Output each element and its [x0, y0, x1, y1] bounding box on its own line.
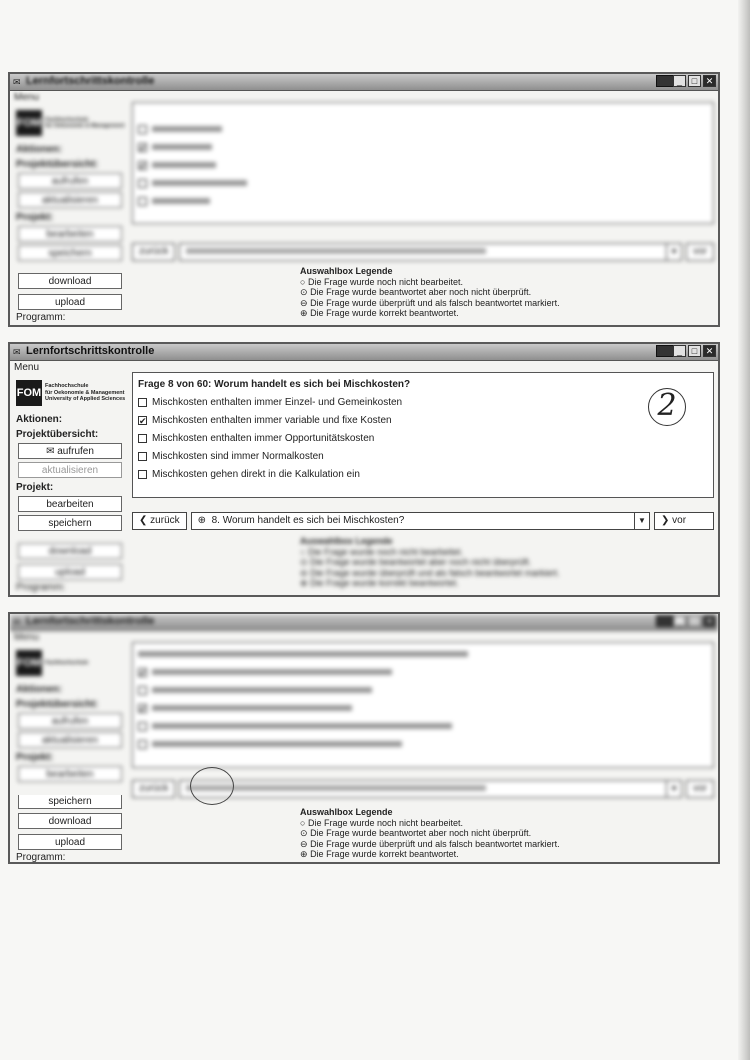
legend-item: ⊖ Die Frage wurde überprüft und als falsch beantwortet markiert. — [300, 838, 560, 849]
legend — [300, 536, 560, 589]
chevron-right-icon: ❯ — [661, 515, 673, 526]
aktualisieren-button[interactable]: aktualisieren — [18, 192, 122, 208]
question-title — [138, 109, 713, 120]
programm-label: Programm: — [16, 582, 66, 593]
logo-line: für Oekonomie & Management — [45, 389, 125, 396]
logo — [16, 376, 126, 410]
legend-item: ⊙ Die Frage wurde beantwortet aber noch nicht überprüft. — [300, 828, 532, 838]
legend-item: ○ Die Frage wurde noch nicht bearbeitet. — [300, 276, 464, 287]
circle-minus-icon: ⊖ — [300, 297, 308, 308]
checkbox[interactable] — [138, 434, 147, 443]
aktionen-label: Aktionen: — [16, 414, 63, 425]
handwritten-circle-annotation — [190, 767, 234, 805]
upload-button[interactable]: upload — [18, 564, 122, 580]
legend-title: Auswahlbox Legende — [300, 266, 393, 276]
download-button[interactable]: download — [18, 273, 122, 289]
forward-button[interactable]: vor — [686, 243, 714, 261]
window-title: Lernfortschrittskontrolle — [26, 345, 155, 357]
projektuebersicht-label: Projektübersicht: — [16, 429, 99, 440]
chevron-down-icon: ▼ — [634, 513, 649, 529]
handwritten-annotation: 2 — [648, 388, 686, 426]
maximize-button[interactable]: □ — [688, 345, 701, 357]
app-window-3 — [8, 612, 720, 864]
speichern-button[interactable]: speichern — [18, 515, 122, 531]
projektuebersicht-label: Projektübersicht: — [16, 159, 99, 170]
answer-option[interactable]: ✔ — [138, 138, 713, 156]
bearbeiten-button[interactable]: bearbeiten — [18, 226, 122, 242]
speichern-button[interactable]: speichern — [18, 245, 122, 261]
legend-item: ⊕ Die Frage wurde korrekt beantwortet. — [300, 578, 459, 588]
menu-bar[interactable]: Menu — [14, 632, 40, 643]
title-bar — [10, 614, 718, 631]
logo-line: Fachhochschule — [45, 659, 89, 666]
app-window-2 — [8, 342, 720, 597]
question-select[interactable]: ⊕ 8. Worum handelt es sich bei Mischkosten? ▼ — [191, 512, 650, 530]
window-title: Lernfortschrittskontrolle — [26, 75, 155, 87]
aktualisieren-button[interactable]: aktualisieren — [18, 732, 122, 748]
close-button[interactable]: ✕ — [703, 615, 716, 627]
menu-bar[interactable]: Menu — [14, 362, 40, 373]
circle-empty-icon: ○ — [300, 546, 306, 557]
fom-logo-icon: FOM — [16, 110, 42, 136]
upload-button[interactable]: upload — [18, 294, 122, 310]
legend-item: ⊕ Die Frage wurde korrekt beantwortet. — [300, 849, 459, 859]
toolbar-icon[interactable] — [656, 345, 674, 357]
answer-option[interactable] — [138, 717, 713, 735]
question-panel — [132, 372, 714, 498]
circle-dot-icon: ⊙ — [300, 828, 308, 838]
minimize-button[interactable]: _ — [673, 345, 686, 357]
download-button[interactable]: download — [18, 543, 122, 559]
chevron-down-icon: ▼ — [666, 244, 681, 260]
programm-label: Programm: — [16, 312, 66, 323]
answer-option[interactable]: ✔ — [138, 699, 713, 717]
title-bar — [10, 74, 718, 91]
close-button[interactable]: ✕ — [703, 345, 716, 357]
fom-logo-icon: FOM — [16, 650, 42, 676]
maximize-button[interactable]: □ — [688, 615, 701, 627]
question-nav — [132, 242, 714, 262]
answer-option[interactable]: ✔ — [138, 156, 713, 174]
logo-line: Fachhochschule — [45, 383, 89, 390]
toolbar-icon[interactable] — [656, 75, 674, 87]
answer-option[interactable]: ✔ — [138, 663, 713, 681]
legend-title: Auswahlbox Legende — [300, 807, 393, 817]
logo-line: University of Applied Sciences — [45, 396, 126, 403]
projekt-label: Projekt: — [16, 482, 54, 493]
question-panel — [132, 102, 714, 224]
bearbeiten-button[interactable]: bearbeiten — [18, 766, 122, 782]
question-title — [138, 649, 713, 660]
logo — [16, 106, 126, 140]
upper-area-blurred — [10, 614, 718, 792]
circle-cross-icon: ⊕ — [300, 578, 308, 588]
logo — [16, 646, 126, 680]
projektuebersicht-label: Projektübersicht: — [16, 699, 99, 710]
legend-item: ⊙ Die Frage wurde beantwortet aber noch nicht überprüft. — [300, 557, 532, 567]
aufrufen-button[interactable]: aufrufen — [18, 173, 122, 189]
legend-item: ⊖ Die Frage wurde überprüft und als falsch beantwortet markiert. — [300, 297, 560, 308]
answer-option[interactable]: ✔ Mischkosten enthalten immer variable und fixe Kosten — [139, 414, 392, 426]
projekt-label: Projekt: — [16, 212, 54, 223]
maximize-button[interactable]: □ — [688, 75, 701, 87]
toolbar-icon[interactable] — [656, 615, 674, 627]
checkbox[interactable] — [138, 398, 147, 407]
forward-button[interactable]: ❯ vor — [654, 512, 714, 530]
question-title: Frage 8 von 60: Worum handelt es sich bei Mischkosten? — [138, 379, 411, 390]
logo-line: Fachhochschule — [45, 116, 89, 123]
chevron-down-icon: ▼ — [666, 781, 681, 797]
download-button[interactable]: download — [18, 813, 122, 829]
checkbox[interactable] — [138, 470, 147, 479]
aufrufen-button[interactable]: aufrufen — [18, 713, 122, 729]
page-edge-shadow — [738, 0, 750, 1060]
question-select[interactable] — [179, 243, 682, 261]
logo-line: für Oekonomie & Management — [45, 123, 125, 129]
question-panel — [132, 642, 714, 768]
circle-dot-icon: ⊙ — [300, 557, 308, 567]
back-button[interactable]: zurück — [132, 780, 175, 798]
legend-item: ⊙ Die Frage wurde beantwortet aber noch nicht überprüft. — [300, 287, 532, 297]
answer-option[interactable] — [138, 174, 713, 192]
title-bar — [10, 344, 718, 361]
circle-minus-icon: ⊖ — [300, 838, 308, 849]
question-select[interactable] — [179, 780, 682, 798]
aktionen-label: Aktionen: — [16, 144, 63, 155]
circle-cross-icon: ⊕ — [300, 849, 308, 859]
menu-bar[interactable]: Menu — [14, 92, 40, 103]
answer-option[interactable]: Mischkosten enthalten immer Einzel- und Gemeinkosten — [138, 393, 713, 411]
sidebar — [16, 376, 126, 533]
programm-label: Programm: — [16, 852, 66, 863]
sidebar — [16, 106, 126, 263]
aktionen-label: Aktionen: — [16, 684, 63, 695]
answer-option[interactable] — [138, 192, 713, 210]
legend-item: ⊕ Die Frage wurde korrekt beantwortet. — [300, 308, 459, 318]
circle-cross-icon: ⊕ — [197, 515, 207, 526]
app-icon: ✉ — [13, 347, 21, 357]
chevron-left-icon: ❮ — [139, 515, 151, 526]
answer-option[interactable]: Mischkosten gehen direkt in die Kalkulation ein — [138, 465, 713, 483]
aktualisieren-button[interactable]: aktualisieren — [18, 462, 122, 478]
legend-title: Auswahlbox Legende — [300, 536, 393, 546]
answer-option[interactable] — [138, 681, 713, 699]
projekt-label: Projekt: — [16, 752, 54, 763]
close-button[interactable]: ✕ — [703, 75, 716, 87]
legend-item: ○ Die Frage wurde noch nicht bearbeitet. — [300, 817, 464, 828]
checkbox[interactable] — [138, 452, 147, 461]
fom-logo-icon: FOM — [16, 380, 42, 406]
back-button[interactable]: zurück — [132, 243, 175, 261]
lower-area-blurred — [10, 534, 718, 594]
answer-option[interactable] — [138, 735, 713, 753]
answer-option[interactable]: Mischkosten enthalten immer Opportunitätskosten — [138, 429, 713, 447]
back-button[interactable]: ❮ zurück — [132, 512, 187, 530]
minimize-button[interactable]: _ — [673, 75, 686, 87]
window-title: Lernfortschrittskontrolle — [26, 615, 155, 627]
app-icon: ✉ — [13, 77, 21, 87]
circle-empty-icon: ○ — [300, 817, 306, 828]
checkbox-checked[interactable]: ✔ — [139, 415, 147, 426]
legend — [300, 266, 560, 319]
minimize-button[interactable]: _ — [673, 615, 686, 627]
circle-minus-icon: ⊖ — [300, 567, 308, 578]
question-nav — [132, 511, 714, 531]
sidebar — [16, 646, 126, 784]
aufrufen-button[interactable]: ✉ aufrufen — [18, 443, 122, 459]
mail-icon: ✉ — [46, 446, 58, 457]
answer-option[interactable] — [138, 120, 713, 138]
circle-cross-icon: ⊕ — [300, 308, 308, 318]
legend-item: ⊖ Die Frage wurde überprüft und als falsch beantwortet markiert. — [300, 567, 560, 578]
app-icon: ✉ — [13, 617, 21, 627]
speichern-button[interactable]: speichern — [18, 795, 122, 809]
circle-empty-icon: ○ — [300, 276, 306, 287]
answer-option[interactable]: Mischkosten sind immer Normalkosten — [138, 447, 713, 465]
circle-dot-icon: ⊙ — [300, 287, 308, 297]
upload-button[interactable]: upload — [18, 834, 122, 850]
forward-button[interactable]: vor — [686, 780, 714, 798]
app-window-1 — [8, 72, 720, 327]
legend — [300, 807, 560, 860]
bearbeiten-button[interactable]: bearbeiten — [18, 496, 122, 512]
legend-item: ○ Die Frage wurde noch nicht bearbeitet. — [300, 546, 464, 557]
